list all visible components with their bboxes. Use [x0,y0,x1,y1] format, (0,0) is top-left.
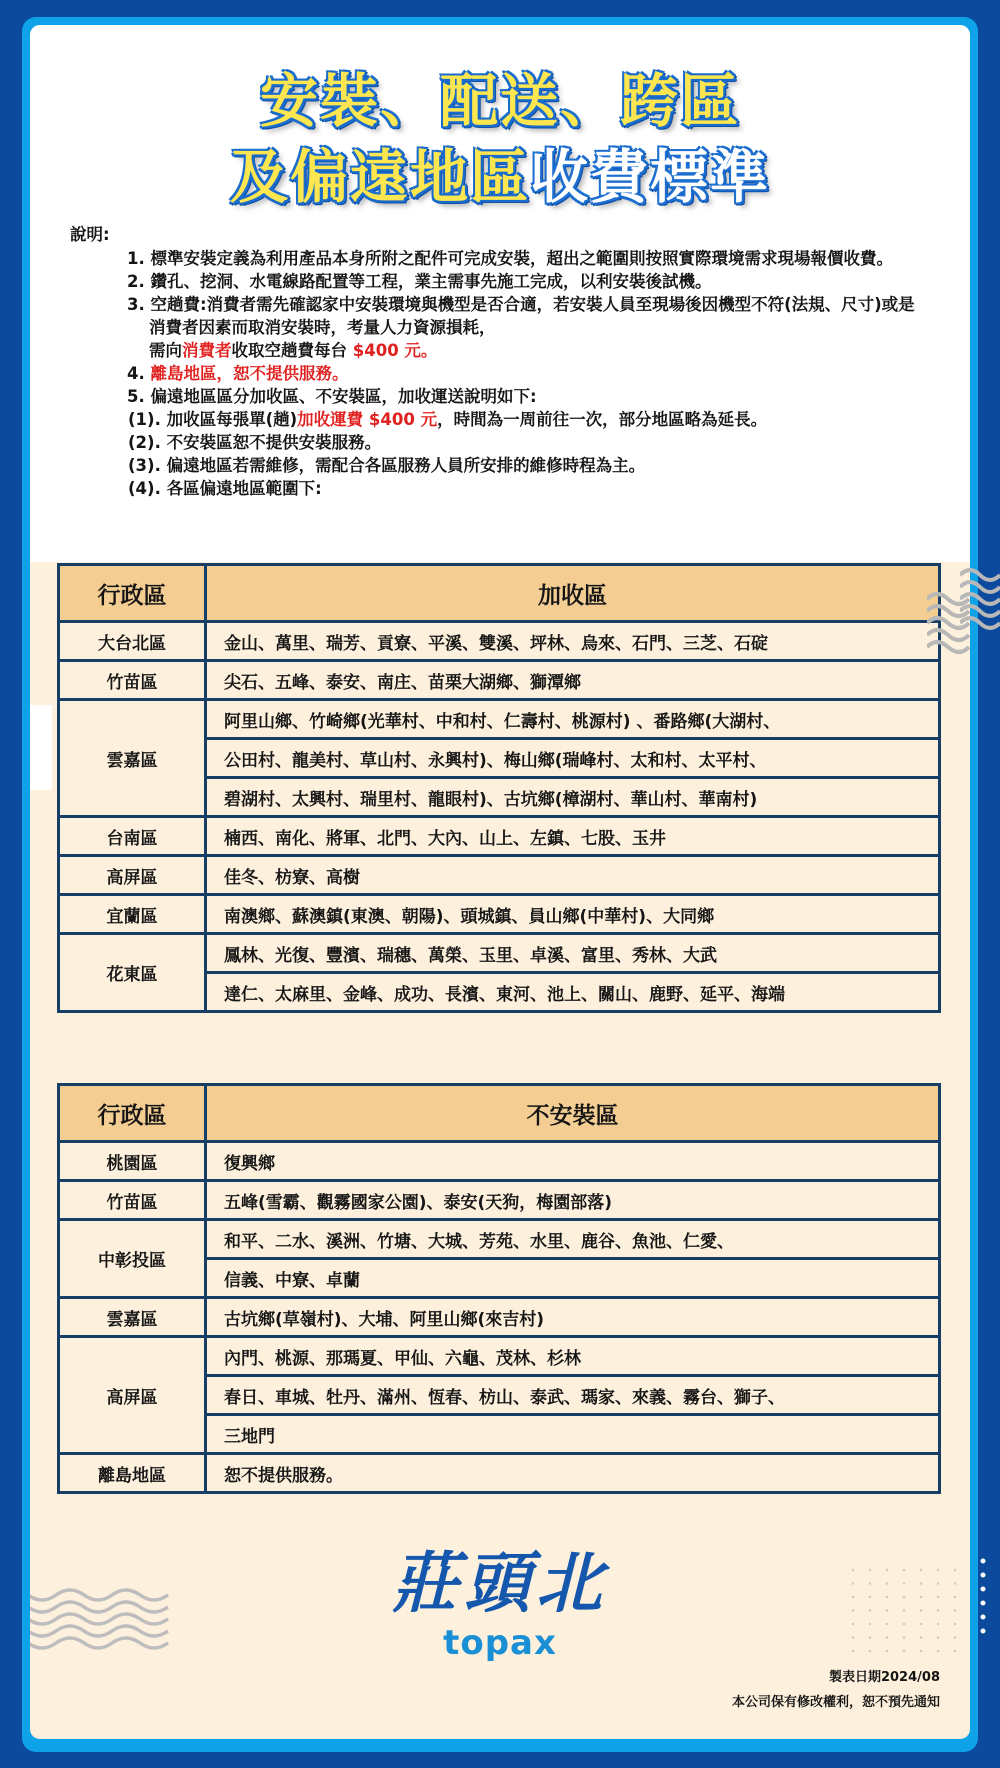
surcharge-zone-table [57,563,941,1013]
note-5-sub-4: (4). 各區偏遠地區範圍下: [128,479,322,498]
dot-grid-decor-icon [975,1555,1000,1645]
content-panel [30,25,970,1739]
area-cell: 五峰(雪霸、觀霧國家公園)、泰安(天狗，梅園部落) [206,1181,940,1220]
area-cell: 古坑鄉(草嶺村)、大埔、阿里山鄉(來吉村) [206,1298,940,1337]
title-line1: 安裝、配送、跨區 [259,67,740,135]
logo-english: topax [443,1623,557,1663]
area-cell: 南澳鄉、蘇澳鎮(東澳、朝陽)、頭城鎮、員山鄉(中華村)、大同鄉 [206,895,940,934]
footer-date: 製表日期2024/08 [828,1670,940,1685]
sub-1-suffix: ，時間為一周前往一次，部分地區略為延長。 [437,410,768,429]
decor-patch [30,705,52,790]
note-3-red-fee: $400 元。 [352,341,438,360]
region-cell: 高屏區 [59,856,206,895]
note-4-red: 離島地區，恕不提供服務。 [150,364,349,383]
region-cell: 宜蘭區 [59,895,206,934]
area-cell: 阿里山鄉、竹崎鄉(光華村、中和村、仁壽村、桃源村) 、番路鄉(大湖村、 [206,700,940,739]
area-cell: 尖石、五峰、泰安、南庄、苗栗大湖鄉、獅潭鄉 [206,661,940,700]
note-3-text: 3. 空趟費:消費者需先確認家中安裝環境與機型是否合適，若安裝人員至現場後因機型不符(法規、尺寸)或是消費者因素而取消安裝時，考量人力資源損耗， [127,295,915,337]
table-row [59,1337,940,1376]
area-cell: 內門、桃源、那瑪夏、甲仙、六龜、茂林、杉林 [206,1337,940,1376]
area-cell: 春日、車城、牡丹、滿州、恆春、枋山、泰武、瑪家、來義、霧台、獅子、 [206,1376,940,1415]
page-title [30,63,970,215]
area-cell: 達仁、太麻里、金峰、成功、長濱、東河、池上、關山、鹿野、延平、海端 [206,973,940,1012]
footer [732,1665,940,1715]
col-header-area: 加收區 [206,565,940,622]
table-row [59,1298,940,1337]
table-row [59,700,940,739]
table-row [59,622,940,661]
brand-logo [30,1543,970,1661]
note-2: 2. 鑽孔、挖洞、水電線路配置等工程，業主需事先施工完成，以利安裝後試機。 [127,272,712,291]
area-cell: 復興鄉 [206,1142,940,1181]
table-row [59,895,940,934]
table-row [59,856,940,895]
note-4 [70,362,930,385]
notes-section [70,223,930,500]
area-cell: 金山、萬里、瑞芳、貢寮、平溪、雙溪、坪林、烏來、石門、三芝、石碇 [206,622,940,661]
title-line2-yellow: 及偏遠地區 [229,143,530,211]
area-cell: 三地門 [206,1415,940,1454]
col-header-region: 行政區 [59,565,206,622]
footer-disclaimer: 本公司保有修改權利，恕不預先通知 [731,1695,940,1710]
region-cell: 竹苗區 [59,661,206,700]
note-5-sub-3: (3). 偏遠地區若需維修，需配合各區服務人員所安排的維修時程為主。 [128,456,646,475]
note-3-red-consumer: 消費者 [182,341,232,360]
region-cell: 竹苗區 [59,1181,206,1220]
note-3-mid: 收取空趟費每台 [231,341,353,360]
table-row [59,661,940,700]
note-5: 5. 偏遠地區區分加收區、不安裝區，加收運送說明如下: [127,387,537,406]
table-row [59,817,940,856]
col-header-area: 不安裝區 [206,1085,940,1142]
region-cell: 大台北區 [59,622,206,661]
region-cell: 高屏區 [59,1337,206,1454]
col-header-region: 行政區 [59,1085,206,1142]
region-cell: 花東區 [59,934,206,1012]
table-row [59,1142,940,1181]
area-cell: 公田村、龍美村、草山村、永興村)、梅山鄉(瑞峰村、太和村、太平村、 [206,739,940,778]
region-cell: 雲嘉區 [59,1298,206,1337]
notes-heading: 說明: [70,225,110,244]
table-row [59,1181,940,1220]
sub-1-prefix: (1). 加收區每張單(趟) [128,410,298,429]
area-cell: 鳳林、光復、豐濱、瑞穗、萬榮、玉里、卓溪、富里、秀林、大武 [206,934,940,973]
area-cell: 恕不提供服務。 [206,1454,940,1493]
area-cell: 碧湖村、太興村、瑞里村、龍眼村)、古坑鄉(樟湖村、華山村、華南村) [206,778,940,817]
region-cell: 台南區 [59,817,206,856]
area-cell: 和平、二水、溪洲、竹塘、大城、芳苑、水里、鹿谷、魚池、仁愛、 [206,1220,940,1259]
area-cell: 楠西、南化、將軍、北門、大內、山上、左鎮、七股、玉井 [206,817,940,856]
no-install-zone-table [57,1083,941,1494]
region-cell: 桃園區 [59,1142,206,1181]
note-1: 1. 標準安裝定義為利用產品本身所附之配件可完成安裝，超出之範圍則按照實際環境需求現場報價收費。 [127,249,893,268]
table-row [59,934,940,973]
note-4-num: 4. [127,364,151,383]
title-line2-white: 收費標準 [530,143,771,211]
region-cell: 中彰投區 [59,1220,206,1298]
area-cell: 信義、中寮、卓蘭 [206,1259,940,1298]
note-5-sub-1 [70,408,930,431]
sub-1-red: 加收運費 $400 元 [297,410,438,429]
note-3 [70,293,930,362]
wave-decor-icon [960,565,1000,635]
region-cell: 雲嘉區 [59,700,206,817]
logo-chinese: 莊頭北 [392,1544,608,1622]
note-5-sub-2: (2). 不安裝區恕不提供安裝服務。 [128,433,382,452]
table-row [59,1220,940,1259]
table-row [59,1454,940,1493]
note-3-prefix: 需向 [149,341,182,360]
region-cell: 離島地區 [59,1454,206,1493]
area-cell: 佳冬、枋寮、高樹 [206,856,940,895]
